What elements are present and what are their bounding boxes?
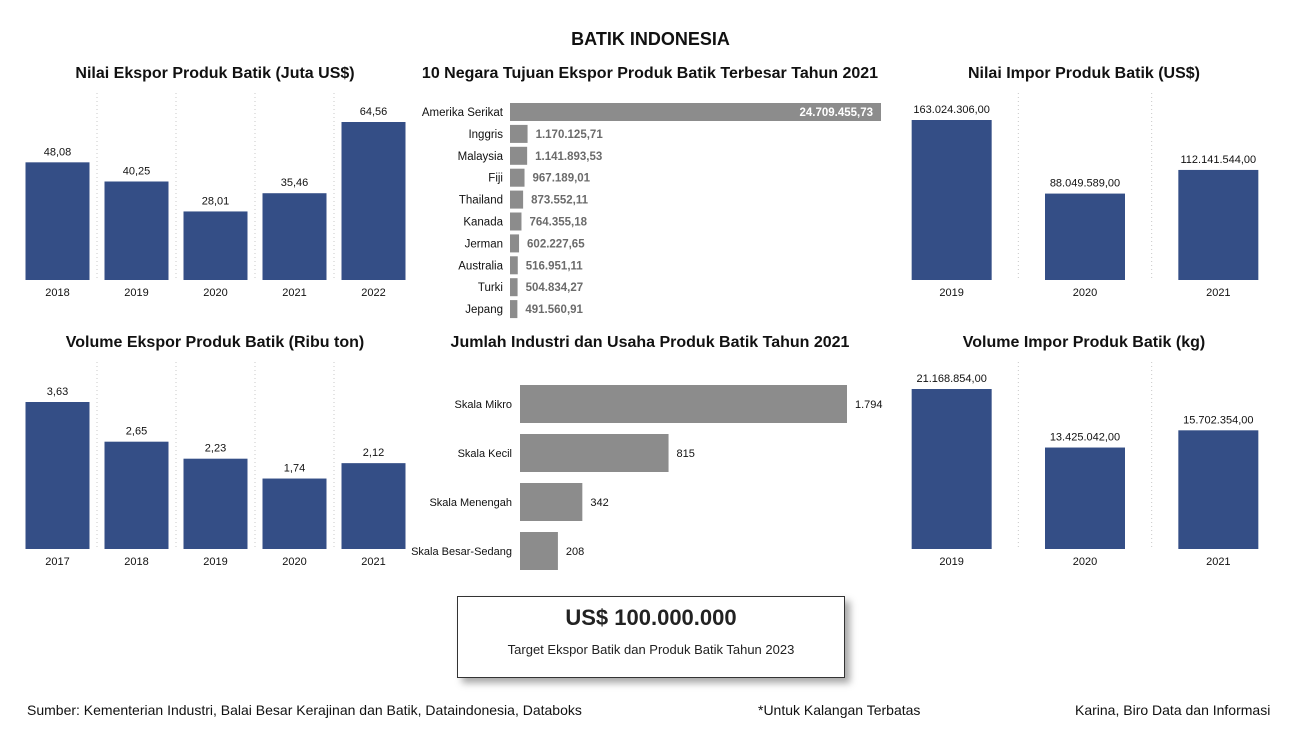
category-label: Skala Mikro	[454, 399, 512, 411]
data-label: 35,46	[280, 177, 309, 190]
bar	[26, 402, 90, 549]
category-label: Fiji	[488, 172, 503, 185]
chart-title-volume-impor: Volume Impor Produk Batik (kg)	[962, 334, 1206, 351]
data-label: 1.794	[855, 399, 883, 411]
target-value: US$ 100.000.000	[565, 605, 737, 630]
chart-volume-impor	[885, 362, 1285, 577]
category-label: Skala Kecil	[457, 448, 512, 460]
data-label: 967.189,01	[532, 172, 591, 185]
chart-title-nilai-ekspor: Nilai Ekspor Produk Batik (Juta US$)	[75, 65, 355, 82]
x-tick-label: 2021	[1206, 556, 1231, 568]
bar	[510, 256, 518, 274]
bar	[912, 120, 992, 280]
target-callout	[457, 596, 845, 678]
bar	[1178, 430, 1258, 549]
bar	[510, 300, 517, 318]
bar	[520, 483, 582, 521]
bar	[1178, 170, 1258, 280]
data-label: 15.702.354,00	[1183, 414, 1254, 427]
data-label: 764.355,18	[529, 216, 588, 229]
target-label: Target Ekspor Batik dan Produk Batik Tahun 2023	[507, 642, 795, 657]
bar	[510, 278, 518, 296]
x-tick-label: 2020	[1072, 556, 1098, 568]
data-label: 3,63	[46, 386, 69, 398]
data-label: 28,01	[201, 195, 230, 208]
chart-volume-ekspor	[18, 362, 418, 577]
x-tick-label: 2020	[282, 556, 307, 568]
bar	[184, 211, 248, 280]
x-tick-label: 2019	[939, 287, 964, 299]
data-label: 516.951,11	[525, 260, 583, 273]
data-label: 163.024.306,00	[913, 104, 990, 116]
category-label: Skala Menengah	[429, 497, 512, 509]
bar	[26, 162, 90, 280]
chart-nilai-impor	[885, 93, 1285, 308]
x-tick-label: 2019	[203, 556, 228, 568]
bar	[184, 459, 248, 549]
bar	[510, 234, 519, 252]
category-label: Jerman	[464, 238, 503, 251]
bar	[342, 122, 406, 280]
data-label: 815	[676, 448, 695, 460]
category-label: Australia	[458, 260, 503, 273]
x-tick-label: 2021	[1206, 287, 1231, 299]
page-title: BATIK INDONESIA	[571, 29, 730, 49]
x-tick-label: 2019	[939, 556, 964, 568]
data-label: 24.709.455,73	[799, 107, 873, 119]
bar	[510, 191, 523, 209]
x-tick-label: 2018	[124, 556, 149, 568]
chart-nilai-ekspor	[18, 93, 418, 308]
x-tick-label: 2022	[361, 287, 386, 299]
x-tick-label: 2017	[45, 556, 70, 568]
data-label: 504.834,27	[525, 282, 584, 295]
data-label: 64,56	[359, 106, 388, 118]
data-label: 873.552,11	[531, 194, 589, 207]
x-tick-label: 2020	[1072, 287, 1098, 299]
data-label: 1.141.893,53	[535, 150, 603, 163]
data-label: 602.227,65	[527, 238, 585, 251]
data-label: 13.425.042,00	[1049, 431, 1121, 444]
bar	[510, 147, 527, 165]
category-label: Skala Besar-Sedang	[411, 546, 512, 558]
data-label: 40,25	[122, 165, 151, 178]
bar	[510, 169, 525, 187]
bar	[263, 193, 327, 280]
chart-title-negara-tujuan: 10 Negara Tujuan Ekspor Produk Batik Terbesar Tahun 2021	[421, 65, 879, 82]
footer-source: Sumber: Kementerian Industri, Balai Besar Kerajinan dan Batik, Dataindonesia, Databoks	[27, 702, 582, 718]
bar	[510, 125, 528, 143]
chart-jumlah-industri	[405, 372, 895, 582]
bar	[263, 479, 327, 549]
chart-title-nilai-impor: Nilai Impor Produk Batik (US$)	[967, 65, 1201, 82]
data-label: 88.049.589,00	[1049, 177, 1121, 190]
data-label: 48,08	[43, 146, 72, 159]
chart-title-volume-ekspor: Volume Ekspor Produk Batik (Ribu ton)	[65, 334, 365, 351]
bar	[105, 442, 169, 549]
bar	[1045, 194, 1125, 280]
chart-title-jumlah-industri: Jumlah Industri dan Usaha Produk Batik Tahun 2021	[450, 334, 850, 351]
data-label: 2,23	[204, 442, 227, 455]
data-label: 491.560,91	[525, 304, 583, 317]
x-tick-label: 2021	[282, 287, 307, 299]
data-label: 2,12	[362, 447, 385, 460]
bar	[510, 213, 521, 231]
category-label: Jepang	[465, 304, 503, 317]
footer-author: Karina, Biro Data dan Informasi	[1075, 702, 1271, 718]
bar	[1045, 448, 1125, 549]
footer-note: *Untuk Kalangan Terbatas	[758, 702, 921, 718]
bar	[520, 532, 558, 570]
category-label: Amerika Serikat	[421, 107, 503, 119]
x-tick-label: 2019	[124, 287, 149, 299]
category-label: Malaysia	[457, 150, 503, 163]
bar	[520, 434, 669, 472]
data-label: 2,65	[125, 425, 148, 438]
data-label: 112.141.544,00	[1180, 153, 1257, 166]
data-label: 208	[565, 546, 585, 558]
chart-negara-tujuan	[405, 95, 885, 325]
x-tick-label: 2018	[45, 287, 70, 299]
x-tick-label: 2020	[203, 287, 228, 299]
data-label: 21.168.854,00	[916, 373, 987, 385]
bar	[520, 385, 847, 423]
category-label: Turki	[477, 282, 503, 295]
x-tick-label: 2021	[361, 556, 386, 568]
data-label: 342	[590, 497, 609, 509]
data-label: 1,74	[283, 462, 306, 475]
data-label: 1.170.125,71	[535, 128, 603, 141]
bar	[342, 463, 406, 549]
category-label: Thailand	[458, 194, 503, 207]
bar	[912, 389, 992, 549]
category-label: Inggris	[468, 128, 503, 141]
category-label: Kanada	[463, 216, 503, 229]
bar	[105, 181, 169, 280]
